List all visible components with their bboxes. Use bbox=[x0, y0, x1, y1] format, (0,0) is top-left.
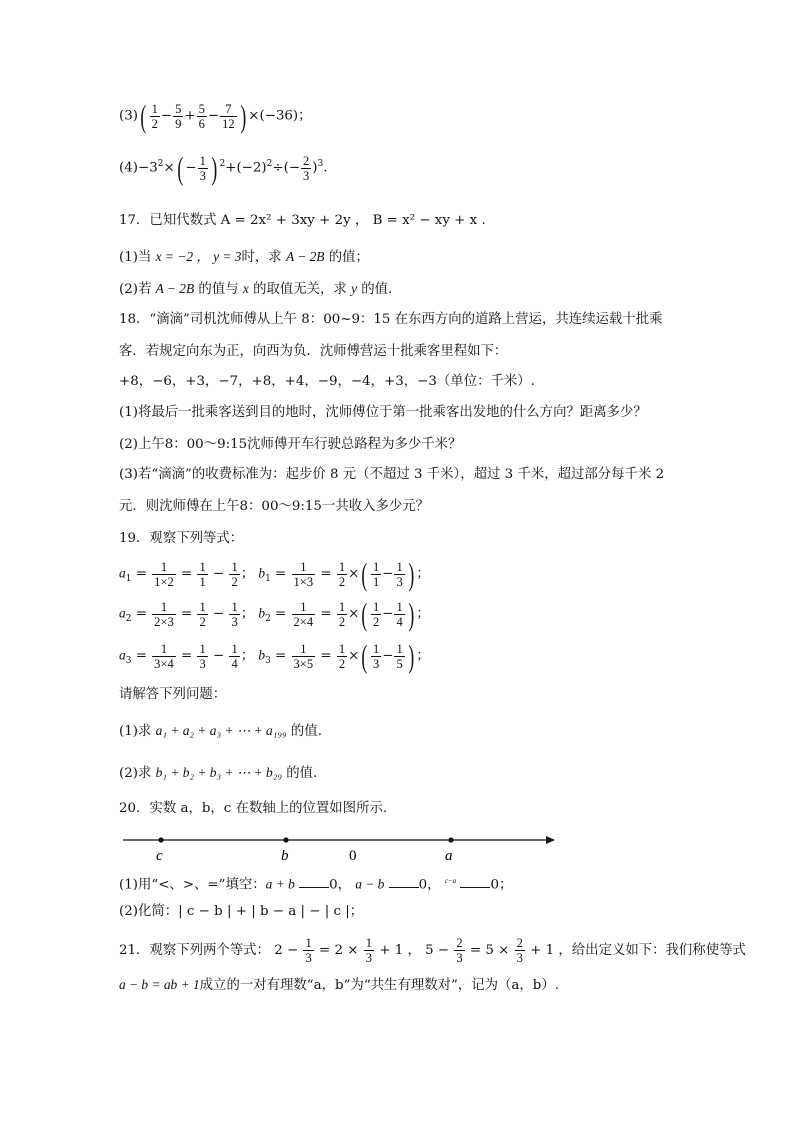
label-c: c bbox=[156, 848, 163, 864]
q18-part3a: (3)若“滴滴”的收费标准为：起步价 8 元（不超过 3 千米），超过 3 千米，超过部分每千米 2 bbox=[119, 467, 665, 482]
q20-part1: (1)用“<、>、=”填空：a + b 0， a − b 0， $^{c-a}$ 0； bbox=[119, 876, 513, 893]
number-line bbox=[118, 826, 558, 866]
fraction: $\frac{2}{3}$ bbox=[303, 153, 310, 183]
q18-line2: 客．若规定向东为正，向西为负．沈师傅营运十批乘客里程如下： bbox=[119, 344, 508, 359]
fraction: $\frac{1}{3}$ bbox=[199, 153, 206, 183]
q19-part2: (2)求 b₁ + b₂ + b₃ + ⋯ + b₂₉ 的值. bbox=[119, 765, 318, 781]
label-b: b bbox=[281, 848, 289, 864]
fraction: $\frac{7}{12}$ bbox=[222, 101, 235, 131]
label-zero: 0 bbox=[349, 848, 357, 864]
q21-line2: a − b = ab + 1成立的一对有理数“a，b”为“共生有理数对”，记为（a，b）. bbox=[119, 977, 560, 993]
q19-request: 请解答下列问题： bbox=[119, 687, 227, 702]
q16-part3: (3)( $\frac{1}{2}$ − $\frac{5}{9}$ + $\frac{5}{6}$ − $\frac{7}{12}$ ) ×(−36)； bbox=[119, 98, 312, 134]
q18-part2: (2)上午8：00～9:15沈师傅开车行驶总路程为多少千米？ bbox=[119, 437, 462, 452]
q20-part2: (2)化简：| c − b | + | b − a | − | c |； bbox=[119, 904, 364, 919]
q19-part1: (1)求 a₁ + a₂ + a₃ + ⋯ + a₁₉₉ 的值. bbox=[119, 723, 322, 739]
point-c bbox=[158, 837, 163, 842]
q19-eq-a2: $a_2$ = $\frac{1}{2\times 3}$ = $\frac{1}{2}$ − $\frac{1}{3}$ ； $b_2$ = $\frac{1}{2\times 4}$ = $\frac{1}{2}$ ×( $\frac{1}{2}$ − $\frac{1}{4}$ ) ； bbox=[119, 596, 430, 632]
answer-blank[interactable] bbox=[299, 875, 329, 888]
paren-close: ) bbox=[239, 98, 246, 134]
q18-part1: (1)将最后一批乘客送到目的地时，沈师傅位于第一批乘客出发地的什么方向？距离多少？ bbox=[119, 405, 647, 420]
q17-stem: 17．已知代数式 A = 2x² + 3xy + 2y ， B = x² − xy + x . bbox=[119, 213, 486, 228]
fraction: $\frac{5}{6}$ bbox=[198, 101, 205, 131]
point-b bbox=[283, 837, 288, 842]
paren-open: ( bbox=[140, 98, 147, 134]
q20-stem: 20．实数 a，b，c 在数轴上的位置如图所示. bbox=[119, 801, 388, 816]
fraction: $\frac{5}{9}$ bbox=[175, 101, 182, 131]
answer-blank[interactable] bbox=[389, 875, 419, 888]
fraction: $\frac{1}{2}$ bbox=[151, 101, 158, 131]
q19-stem: 19．观察下列等式： bbox=[119, 531, 244, 546]
q18-part3b: 元．则沈师傅在上午8：00～9:15一共收入多少元？ bbox=[119, 499, 430, 514]
q17-part2: (2)若 A − 2B 的值与 x 的取值无关，求 y 的值. bbox=[119, 281, 393, 297]
q18-line1: 18．“滴滴”司机沈师傅从上午 8：00~9：15 在东西方向的道路上营运，共连续运载十批乘 bbox=[119, 312, 663, 327]
q16-part4: $(4)-3^2\times$( − $\frac{1}{3}$ ) $^2+(-2)^2\div(-$ $\frac{2}{3}$ )$^3$. bbox=[119, 150, 328, 186]
label-a: a bbox=[445, 848, 453, 864]
q16-p3-tail: ×(−36)； bbox=[248, 108, 312, 124]
answer-blank[interactable] bbox=[460, 875, 490, 888]
q16-p3-label: (3) bbox=[119, 108, 138, 124]
q18-line3: +8，−6，+3，−7，+8，+4，−9，−4，+3，−3（单位：千米）. bbox=[119, 374, 535, 389]
q17-part1: (1)当 x = −2 ， y = 3时，求 A − 2B 的值； bbox=[119, 249, 369, 265]
q19-eq-a3: $a_3$ = $\frac{1}{3\times 4}$ = $\frac{1}{3}$ − $\frac{1}{4}$ ； $b_3$ = $\frac{1}{3\times 5}$ = $\frac{1}{2}$ ×( $\frac{1}{3}$ − $\frac{1}{5}$ ) ； bbox=[119, 638, 430, 674]
point-a bbox=[448, 837, 453, 842]
q21-line1: 21．观察下列两个等式： 2 − $\frac{1}{3}$ = 2 × $\frac{1}{3}$ + 1 ， 5 − $\frac{2}{3}$ = 5 × $\frac{2}{3}$ + 1 ，给出定义如下：我们称使等式 bbox=[119, 936, 746, 965]
q16-p4-label: (4)−3 bbox=[119, 160, 158, 176]
q19-eq-a1: $a_1$ = $\frac{1}{1\times 2}$ = $\frac{1}{1}$ − $\frac{1}{2}$ ； $b_1$ = $\frac{1}{1\times 3}$ = $\frac{1}{2}$ ×( $\frac{1}{1}$ − $\frac{1}{3}$ ) ； bbox=[119, 556, 430, 592]
